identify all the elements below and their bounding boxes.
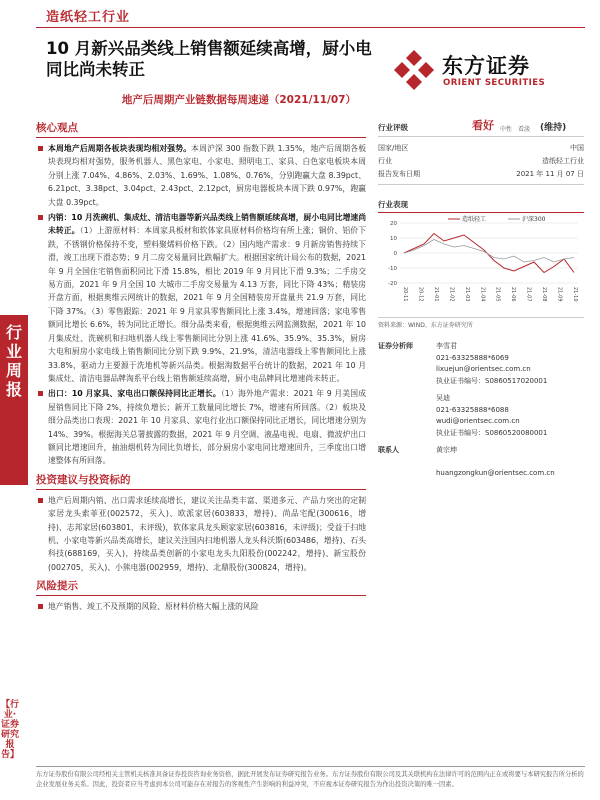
y-tick-label: -20: [388, 281, 397, 287]
x-tick-label: 21-01: [432, 287, 439, 302]
report-meta: [378, 142, 584, 185]
core-view-lead: 本周地产后周期各板块表现均相对强势。: [48, 144, 192, 153]
orient-securities-logo: [392, 48, 582, 96]
analyst-contact-line: 021-63325888*6088: [436, 405, 509, 414]
chart-source: 资料来源：WIND、东方证券研究所: [378, 317, 584, 329]
header-bar: [36, 6, 585, 28]
logo-text-cn: 东方证券: [442, 54, 530, 78]
report-category-label: 【行业·证券研究报告】: [0, 700, 19, 760]
analyst-name: 黄宗坤: [436, 446, 457, 454]
rating-maintain: (维持): [540, 123, 567, 133]
legend-label: 造纸轻工: [462, 216, 487, 223]
analyst-name: 李雪君: [436, 342, 457, 350]
x-tick-label: 21-07: [525, 287, 532, 302]
y-tick-label: 0: [393, 251, 397, 257]
analyst-role: [378, 393, 436, 439]
x-tick-label: 21-09: [556, 287, 563, 302]
y-tick-label: -10: [388, 266, 397, 272]
logo-mark-icon: [392, 48, 436, 92]
analyst-contact-line: 021-63325888*6069: [436, 353, 509, 362]
risk-paragraph: 地产销售、竣工不及预期的风险、原材料价格大幅上涨的风险: [36, 600, 366, 613]
x-tick-label: 21-04: [479, 287, 486, 302]
core-view-lead: 内销：10 月洗碗机、集成灶、清洁电器等新兴品类线上销售额延续高增，厨小电同比增速尚未转正。: [48, 213, 366, 236]
rating-value: 看好: [472, 119, 494, 132]
report-title: 10 月新兴品类线上销售额延续高增，厨小电同比尚未转正: [46, 39, 372, 79]
performance-line-chart: [378, 213, 584, 313]
core-view-item: [36, 211, 366, 385]
analyst-info: [436, 445, 584, 479]
analyst-contact-line: 执业证书编号：S0860520080001: [436, 428, 548, 437]
core-view-text: 本周沪深 300 指数下跌 1.35%，地产后周期各板块表现均相对强势，服务机器人、黑色家电、小家电、照明电工、家具、白色家电板块本周分别上涨 7.04%、4.86%、2.03%、1.69%、1.08%、0.76%，分别跑赢大盘 8.39pct、6.21pct、3.38pct、3.04pct、2.43pct、2.12pct，厨房电器板块本周下跌 0.97%，跑赢大盘 0.39pct。: [48, 144, 366, 207]
investment-paragraph: 地产后周期内销、出口需求延续高增长，建议关注品类丰富、渠道多元、产品力突出的定制家居龙头索菲亚(002572，买入)、欧派家居(603833，增持)、尚品宅配(300616，增持)、志邦家居(603801，未评级)，软体家具龙头顾家家居(603816，未评级)；受益于扫地机、小家电等新兴品类高增长，建议关注国内扫地机器人龙头科沃斯(603486，增持)、石头科技(688169，买入)，持续品类创新的小家电龙头九阳股份(002242，增持)、新宝股份(002705，买入)、小熊电器(002959，增持)、北鼎股份(300824，增持)。: [36, 494, 366, 574]
report-type-strip: [0, 315, 28, 485]
analyst-contact-line: huangzongkun@orientsec.com.cn: [436, 468, 555, 477]
analyst-contact-line: wudi@orientsec.com.cn: [436, 417, 520, 425]
y-tick-label: 20: [390, 221, 397, 227]
x-tick-label: 21-10: [572, 287, 578, 302]
core-view-text: （1）上游原材料：本周家具板材和软体家具原材料价格均有所上涨；铜价、铝价下跌，不锈钢价格保持不变，塑料聚烯料价格下跌。（2）国内地产需求：9 月新房销售持续下滑，竣工出现下滑态势；9 月二房交易量同比跌幅扩大。根据国家统计局公布的数据，2021 年 9 月全国住宅销售面积同比下滑 15.8%，相比 2019 年 9 月同比下滑 9.3%；二手房交易方面，2021 年 9 月全国 10 大城市二手房交易量为 4.13 万套，同比下降 43%；精装房开盘方面，根据奥维云网统计的数据，2021 年 9 月全国精装房开盘量共 21.9 万套，同比下降 37%。（3）零售跟踪：2021 年 9 月家具零售额同比上涨 3.4%，增速回落；家电零售额同比增长 6.6%，转为同比正增长。细分品类来看，根据奥维云网监测数据，2021 年 10 月集成灶、洗碗机和扫地机器人线上零售额同比分别上涨 41.6%、35.9%、35.3%，厨房大电和厨房小家电线上销售额同比分别下跌 9.9%、21.9%，清洁电器线上零售额同比上涨 33.8%，驱动力主要源于洗地机等新兴品类。根据淘数据平台统计的数据，2021 年 10 月集成灶、清洁电器品牌淘系平台线上销售额延续高增，厨小电品牌同比增速尚未转正。: [48, 226, 367, 383]
risk-heading: 风险提示: [36, 578, 366, 596]
core-view-lead: 出口：10 月家具、家电出口额保持同比正增长。: [48, 389, 221, 399]
x-tick-label: 20-11: [402, 287, 408, 302]
analyst-role: 联系人: [378, 446, 399, 454]
disclaimer-footer: 东方证券股份有限公司经相关主管机关核准具备证券投资咨询业务资格，据此开展发布证券研究报告业务。东方证券股份有限公司及其关联机构在法律许可的范围内正在或将要与本研究报告所分析的企业发展业务关系。因此，投资者应当考虑到本公司可能存在对报告的客观性产生影响的利益冲突，不应视本证券研究报告为作出投资决策的唯一因素。: [36, 766, 585, 790]
logo-text-en: ORIENT SECURITIES: [443, 78, 546, 88]
industry-rating: [378, 120, 584, 137]
analyst-entry: [378, 393, 584, 439]
legend-label: 沪深300: [522, 216, 546, 223]
meta-row: 行业 造纸轻工行业: [378, 157, 584, 165]
series-line-1: [404, 240, 574, 263]
core-view-item: [36, 142, 366, 209]
analyst-contact-line: lixuejun@orientsec.com.cn: [436, 365, 531, 373]
analyst-info: [436, 341, 584, 387]
core-views-heading: 核心观点: [36, 120, 366, 138]
chart-heading: 行业表现: [378, 199, 584, 213]
analyst-name: 吴迪: [436, 394, 450, 402]
x-tick-label: 20-12: [417, 287, 424, 302]
analyst-contact-line: [436, 457, 584, 468]
meta-row: 国家/地区 中国: [378, 144, 584, 152]
x-tick-label: 21-06: [510, 287, 517, 302]
x-tick-label: 21-03: [463, 287, 470, 302]
industry-performance-chart: [378, 199, 584, 329]
investment-heading: 投资建议与投资标的: [36, 472, 366, 490]
report-type-text: 行业周报: [5, 323, 22, 399]
industry-name: 造纸轻工行业: [46, 10, 131, 25]
x-tick-label: 21-02: [448, 287, 455, 302]
core-view-text: （1）海外地产需求：2021 年 9 月美国成屋销售同比下降 2%，持续负增长；新开工数量同比增长 7%，增速有所回落。（2）板块及细分品类出口表现：2021 年 10 月家具、家电行业出口额保持同比正增长，同比增速分别为 14%、39%。根据海关总署披露的数据，2021 年 9 月空调、液晶电视、电扇、微波炉出口额同比增速回升，抽油烟机转为同比负增长，部分厨房小家电同比增速回升，三季度出口增速整体有所回落。: [48, 389, 366, 466]
analyst-entry: [378, 445, 584, 479]
x-tick-label: 21-05: [494, 287, 501, 302]
analyst-role: 证券分析师: [378, 342, 413, 350]
rating-label: 行业评级: [378, 123, 408, 132]
rating-negative: 看淡: [518, 126, 531, 133]
core-view-item: [36, 387, 366, 467]
x-tick-label: 21-08: [541, 287, 548, 302]
report-subtitle: 地产后周期产业链数据每周速递（2021/11/07）: [121, 94, 356, 106]
main-column: [36, 120, 366, 616]
core-views-list: [36, 142, 366, 468]
side-column: [378, 120, 584, 485]
analyst-entry: [378, 341, 584, 387]
analyst-info: [436, 393, 584, 439]
meta-row: 报告发布日期 2021 年 11 月 07 日: [378, 170, 584, 178]
y-tick-label: 10: [390, 236, 397, 242]
analyst-contact-line: 执业证书编号：S0860517020001: [436, 376, 548, 385]
analyst-block: [378, 341, 584, 479]
rating-neutral: 中性: [500, 126, 513, 133]
